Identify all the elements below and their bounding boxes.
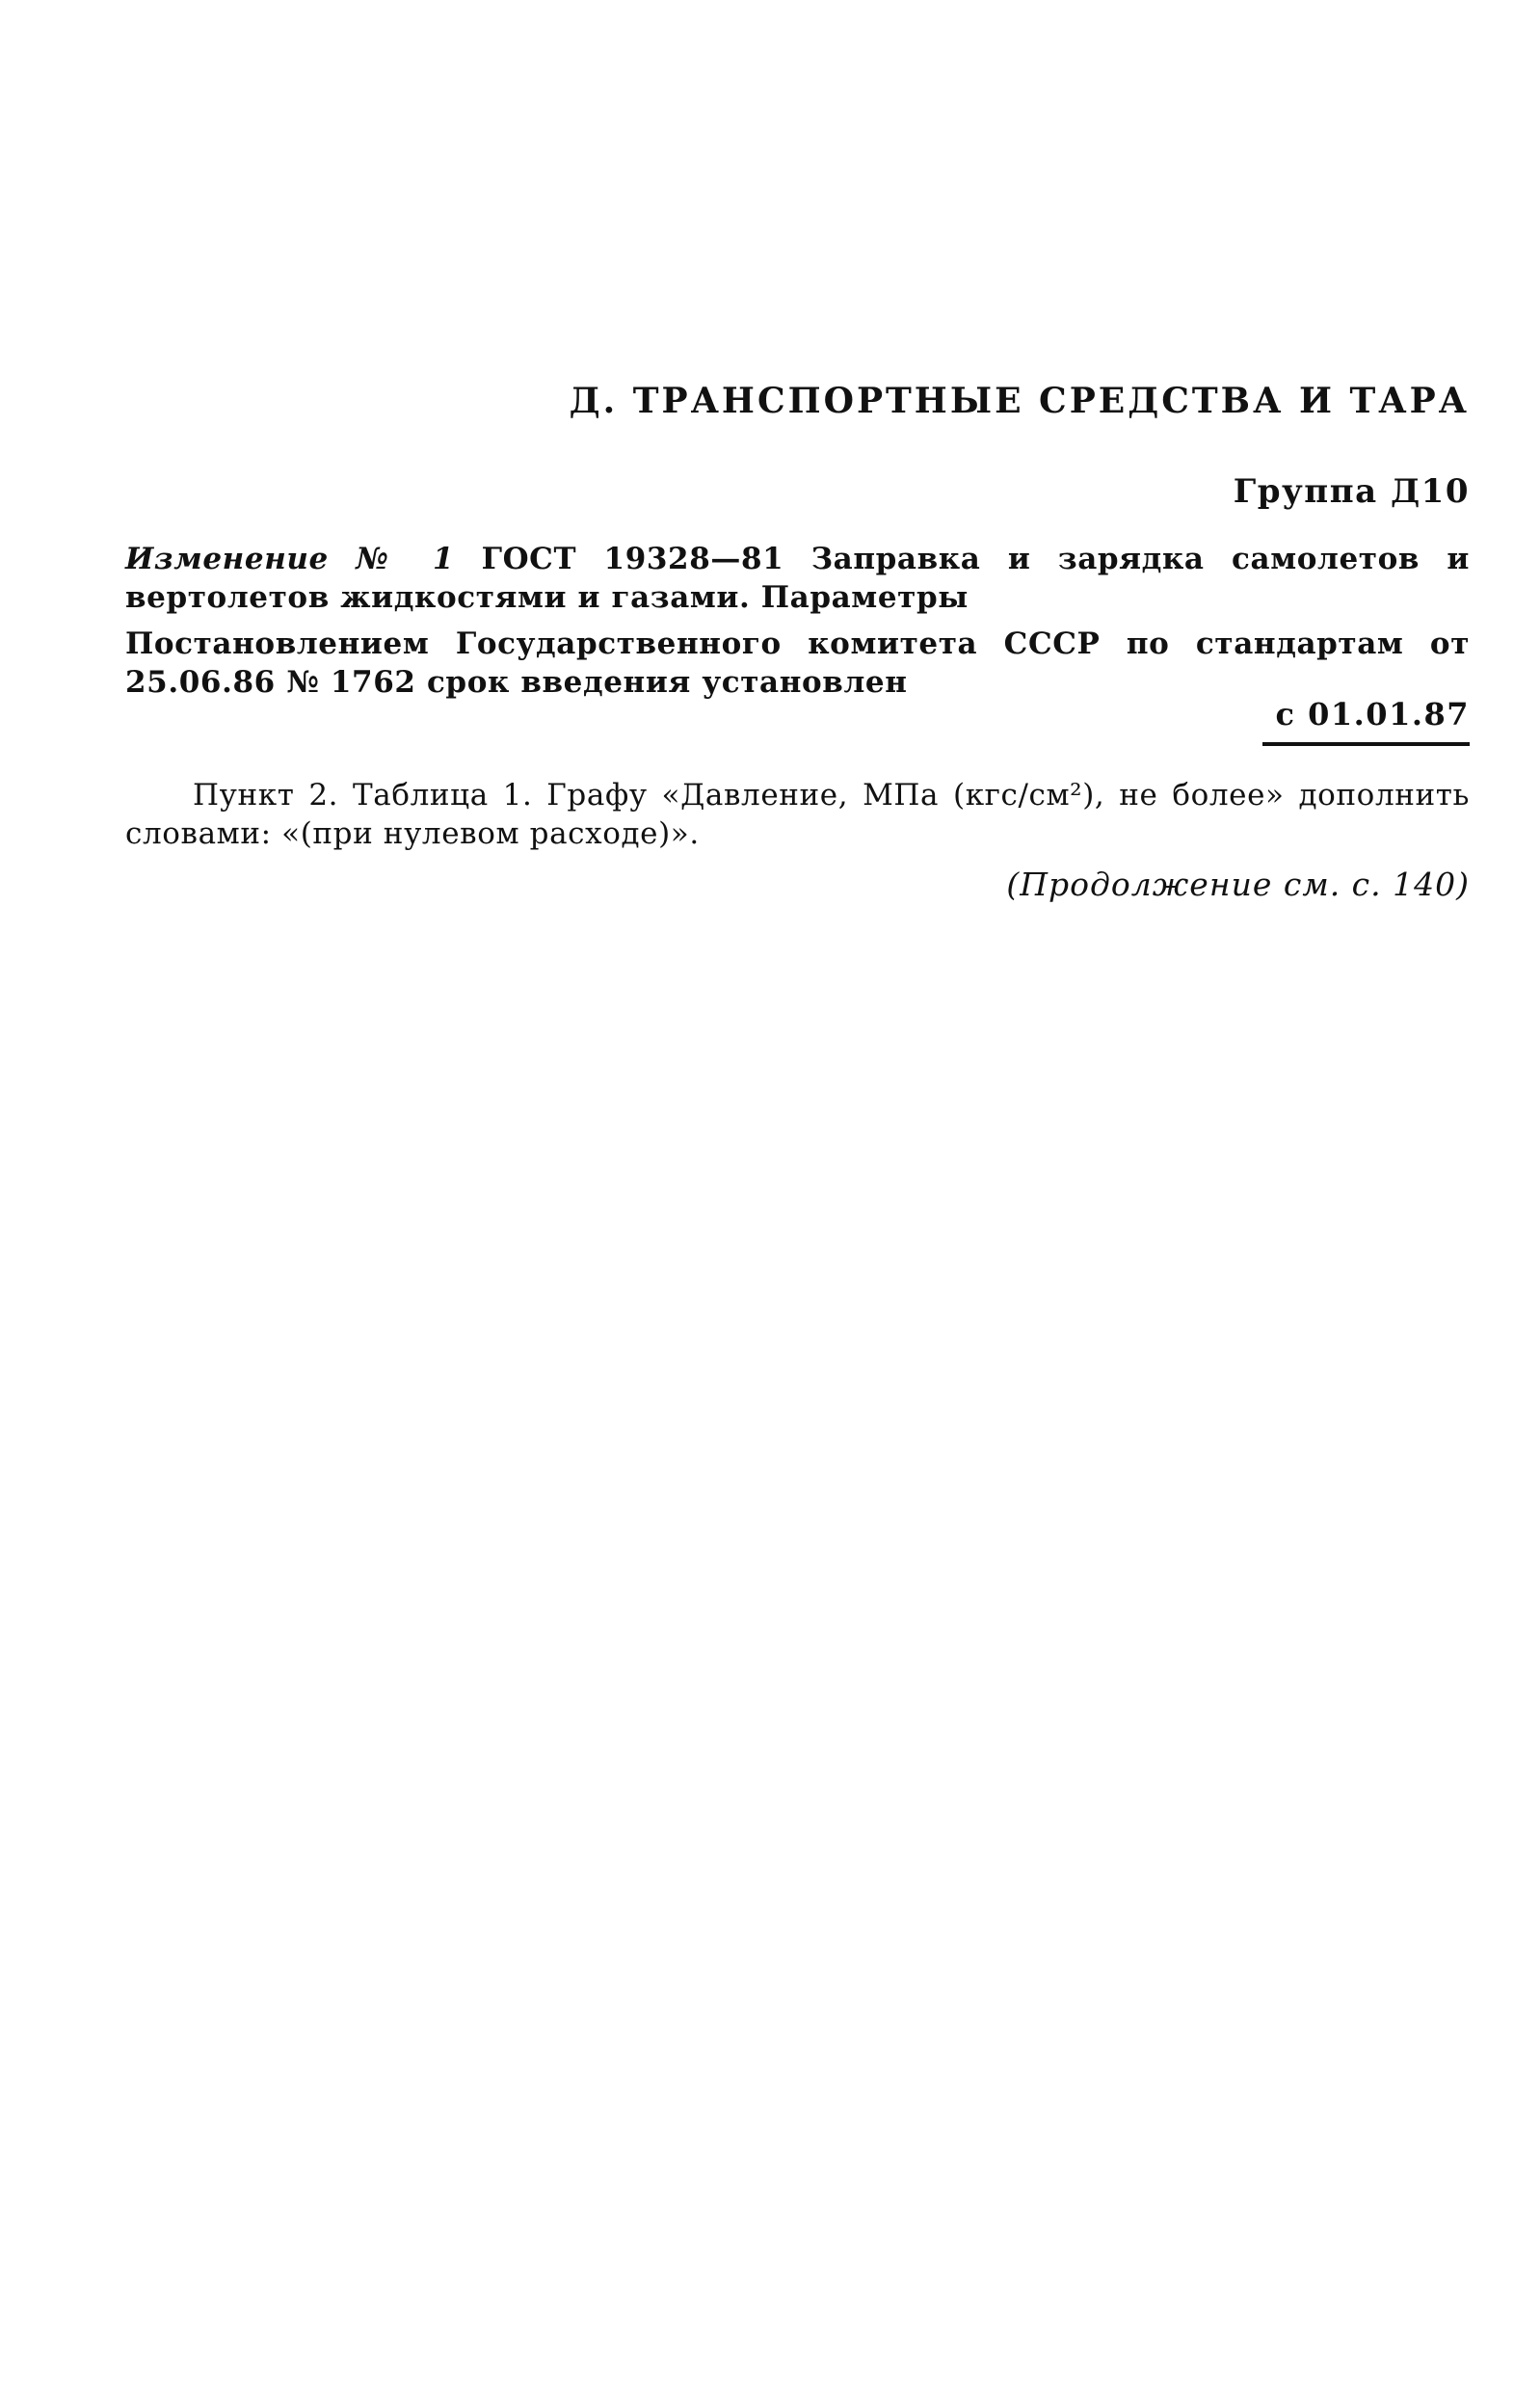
resolution-text: Постановлением Государственного комитета СССР по стандартам от 25.06.86 № 1762 срок введения установлен [125,626,1470,700]
group-code: Группа Д10 [1233,472,1470,511]
amendment-label: Изменение № 1 [125,542,455,576]
effective-date-rule [1262,742,1470,746]
amendment-text: ГОСТ 19328—81 Заправка и зарядка самолетов и вертолетов жидкостями и газами. Параметры [125,542,1470,615]
continuation-note: (Продолжение см. с. 140) [1006,866,1470,903]
body-paragraph-text: Пункт 2. Таблица 1. Графу «Давление, МПа (кгс/см²), не более» дополнить словами: «(при нулевом расходе)». [125,778,1470,851]
amendment-title [125,540,1470,617]
body-paragraph [125,776,1470,853]
effective-date: с 01.01.87 [1275,696,1470,733]
section-heading: Д. ТРАНСПОРТНЫЕ СРЕДСТВА И ТАРА [569,381,1470,421]
